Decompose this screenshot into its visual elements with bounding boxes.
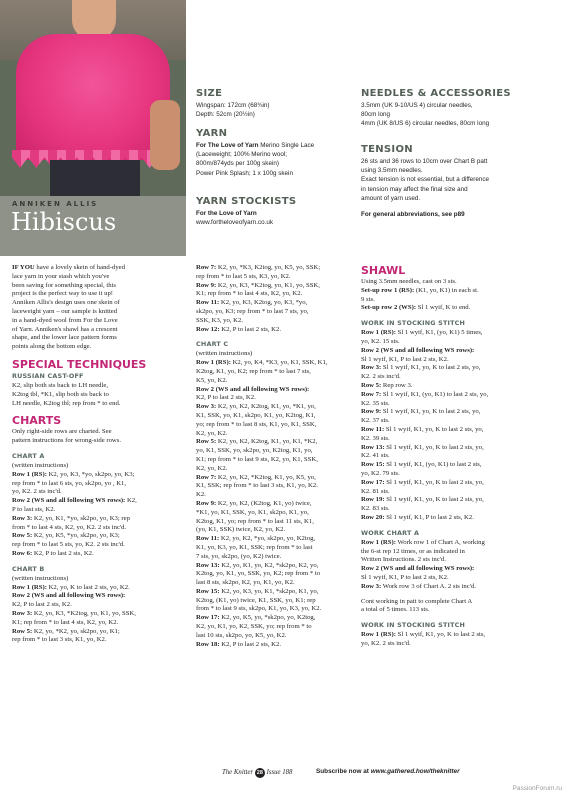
size-wingspan: Wingspan: 172cm (68¾in)	[196, 102, 270, 109]
row-label: Row 1 (RS):	[12, 583, 47, 591]
issue-number: Issue 188	[266, 769, 293, 776]
row-label: Row 11:	[196, 535, 220, 543]
text-line: last 10 sts, sk2po, yo, K5, yo, K2.	[196, 631, 287, 639]
row-label: Row 1 (RS):	[12, 470, 47, 478]
row-label: Row 1 (RS):	[361, 631, 396, 639]
magazine-name: The Knitter	[222, 769, 254, 776]
text-line: K1; rep from * to last 4 sts, K2, yo, K2.	[12, 618, 119, 626]
row-label: Row 9:	[361, 408, 382, 416]
text-line: points along the bottom edge.	[12, 343, 92, 351]
text-line: Row 15: Sl 1 wyif, K1, (yo, K1) to last 2 sts,	[361, 461, 482, 469]
text-line: K2. 37 sts.	[361, 417, 390, 425]
row-label: Row 13:	[361, 443, 385, 451]
row-label: Row 15:	[361, 461, 385, 469]
text-line: K1, SSK; rep from * to last 3 sts, K1, yo, K2.	[196, 482, 318, 490]
text-line: rep from * to last 5 sts, yo, K2. 2 sts inc'd.	[12, 541, 125, 549]
row-label: Row 3:	[12, 514, 33, 522]
text-line	[196, 386, 370, 395]
text-line: yo, K2. 2 sts inc'd.	[12, 488, 62, 496]
subscribe-note	[316, 768, 460, 775]
size-section	[196, 88, 356, 119]
row-label: Row 17:	[196, 614, 220, 622]
row-label: Row 5:	[12, 532, 33, 540]
needles-section	[361, 88, 561, 129]
column-3	[361, 264, 557, 649]
text-line: Row 19: Sl 1 wyif, K1, yo, K to last 2 sts, yo,	[361, 496, 484, 504]
subscribe-link[interactable]: www.gathered.how/theknitter	[370, 768, 460, 775]
chart-b-heading: CHART B	[12, 564, 45, 573]
work-chart-a-heading: WORK CHART A	[361, 528, 420, 537]
tension-line5: amount of yarn used.	[361, 194, 421, 202]
designer-name: ANNIKEN ALLIS	[12, 200, 99, 208]
text-line: LH needle, K2tog tbl; rep from * to end.	[12, 399, 121, 407]
text-line: rep from * to last 6 sts, yo, sk2po, yo , K1,	[12, 479, 127, 487]
text-line: Row 11: K2, yo, K2, *yo, sk2po, yo, K2tog,	[196, 535, 316, 543]
watermark: PassionForum.ru	[512, 785, 562, 792]
yarn-line1	[196, 141, 356, 150]
text-line: K2. 35 sts.	[361, 399, 390, 407]
text-line: Row 5: Rep row 3.	[361, 381, 413, 389]
yarn-line4: Power Pink Splash; 1 x 100g skein	[196, 169, 293, 177]
text-line: in a hand-dyed wool from For the Love	[12, 316, 118, 324]
text-line: Row 1 (RS): Work row 1 of Chart A, working	[361, 538, 485, 546]
row-label: Row 2 (WS and all following WS rows):	[361, 346, 475, 354]
tension-line3: Exact tension is not essential, but a difference	[361, 176, 489, 184]
model-arm	[150, 100, 180, 170]
row-label: Row 7:	[361, 390, 382, 398]
row-label: Row 9:	[196, 499, 217, 507]
text-line: the 6-st rep 12 times, or as indicated in	[361, 547, 465, 555]
row-label: Row 9:	[196, 281, 217, 289]
text-line: K2. 83 sts.	[361, 505, 390, 513]
row-label: Row 11:	[196, 299, 220, 307]
row-label: Row 5:	[196, 438, 217, 446]
special-techniques-heading: SPECIAL TECHNIQUES	[12, 357, 147, 371]
row-label: Row 2 (WS and all following WS rows):	[196, 385, 310, 393]
text-line	[361, 565, 557, 574]
page-number: 28	[256, 770, 263, 776]
russian-cast-off-heading: RUSSIAN CAST-OFF	[12, 371, 84, 380]
intro-lead: IF YOU	[12, 264, 35, 271]
text-line: K2, P to last 2 sts, K2.	[12, 601, 72, 609]
yarn-line2: (Laceweight; 100% Merino wool;	[196, 151, 288, 159]
text-line: Row 1 (RS): K2, yo, K3, *yo, sk2po, yo, K3;	[12, 470, 135, 478]
text-line: Row 1 (RS): Sl 1 wyif, K1, yo, K to last 2 sts,	[361, 631, 486, 639]
text-line: K2tog tbl, *K1, slip both sts back to	[12, 390, 109, 398]
text-line: K2tog, K1, yo, K2; rep from * to last 7 sts,	[196, 367, 311, 375]
row-label: Row 2 (WS and all following WS rows):	[12, 497, 126, 505]
text-line: Row 3: Sl 1 wyif, K1, yo, K to last 2 sts, yo,	[361, 364, 481, 372]
page-footer	[0, 768, 566, 782]
text-line: Row 9: K2, yo, K2, (K2tog, K1, yo) twice,	[196, 499, 312, 507]
text-line: K2, yo, K2.	[196, 464, 228, 472]
text-line: K1, yo, K3, yo, K1, SSK; rep from * to last	[196, 543, 313, 551]
pattern-title: Hibiscus	[11, 208, 117, 236]
row-label: Row 3:	[361, 364, 382, 372]
row-label: Row 13:	[196, 561, 220, 569]
text-line: Row 1 (RS): Sl 1 wyif, K1, (yo, K1) 5 times,	[361, 329, 483, 337]
text-line: Row 12: K2, P to last 2 sts, K2.	[196, 325, 282, 333]
text-line: Row 13: Sl 1 wyif, K1, yo, K to last 2 sts, yo,	[361, 443, 484, 451]
intro-line-0	[12, 264, 192, 273]
text-line: Sl 1 wyif, K1, P to last 2 sts, K2.	[361, 573, 449, 581]
text-line: K5, yo, K2.	[196, 376, 228, 384]
text-line: yo; rep from * to last 8 sts, K1, yo, K1, SSK,	[196, 420, 317, 428]
row-label: Row 7:	[196, 264, 217, 271]
tension-section	[361, 144, 561, 219]
size-depth: Depth: 52cm (20½in)	[196, 111, 255, 119]
text-line: Using 3.5mm needles, cast on 3 sts.	[361, 278, 457, 285]
text-line: 7 sts, yo, sk2po, (yo, K2) twice.	[196, 552, 282, 560]
text-line: Row 13: K2, yo, K1, yo, K2, *sk2po, K2, yo,	[196, 561, 319, 569]
text-line: K2. 39 sts.	[361, 434, 390, 442]
text-line: lace yarn in your stash which you've	[12, 272, 110, 280]
row-label: Row 17:	[361, 478, 385, 486]
needles-line3: 4mm (UK 8/US 6) circular needles, 80cm long	[361, 120, 490, 128]
text-line: Row 5: K2, yo, *K2, yo, sk2po, yo, K1;	[12, 627, 120, 635]
text-line: K2tog, K1, yo; rep from * to last 11 sts, K1,	[196, 517, 314, 525]
row-label: Row 3:	[361, 582, 382, 590]
row-label: Row 2 (WS and all following WS rows):	[361, 565, 475, 573]
yarn-brand: For The Love of Yarn	[196, 142, 259, 149]
row-label: Row 18:	[196, 640, 220, 648]
yarn-section	[196, 128, 356, 178]
row-label: Row 3:	[12, 609, 33, 617]
pink-shawl	[16, 34, 170, 160]
text-line: rep from * to last 5 sts, K3, yo, K2.	[196, 272, 291, 280]
text-line: yo, K2. 79 sts.	[361, 469, 400, 477]
stockists-name-text: For the Love of Yarn	[196, 210, 257, 217]
text-line: from * to last 4 sts, K2, yo, K2. 2 sts inc'd.	[12, 523, 127, 531]
text-line: *K1, yo, K1, SSK, yo, K1, sk2po, K1, yo,	[196, 508, 309, 516]
subscribe-text: Subscribe now at	[316, 768, 371, 775]
text-line	[361, 347, 557, 356]
text-line: (written instructions)	[12, 574, 69, 582]
column-2	[196, 264, 370, 649]
text-line: Row 3: Work row 3 of Chart A. 2 sts inc'd.	[361, 582, 476, 590]
stocking-stitch-heading: WORK IN STOCKING STITCH	[361, 319, 466, 328]
yarn-line3: 800m/874yds per 100g skein)	[196, 160, 279, 168]
text-line: K2. 2 sts inc'd.	[361, 373, 401, 381]
text-line: Row 11: K2, yo, K3, K2tog, yo, K3, *yo,	[196, 299, 308, 307]
text-line: K2, slip both sts back to LH needle,	[12, 381, 109, 389]
text-line: Row 7: K2, yo, K2, *K2tog, K1, yo, K5, yo,	[196, 473, 316, 481]
text-line: of Yarn. Anniken's shawl has a crescent	[12, 325, 118, 333]
row-label: Row 1 (RS):	[361, 329, 396, 337]
text-line: Row 20: Sl 1 wyif, K1, P to last 2 sts, K2.	[361, 513, 474, 521]
text-line: sk2po, yo, K3; rep from * to last 7 sts, yo,	[196, 307, 309, 315]
text-line: K2tog, yo, K1, yo, SSK, yo, K2; rep from * to	[196, 570, 321, 578]
text-line: last 8 sts, sk2po, K2, yo, K1, yo, K2.	[196, 579, 295, 587]
text-line: project is the perfect way to use it up!	[12, 290, 114, 298]
chart-a-heading: CHART A	[12, 451, 45, 460]
text-line: Row 5: K2, yo, K5, *yo, sk2po, yo, K3;	[12, 532, 120, 540]
row-label: Set-up row 2 (WS):	[361, 304, 417, 312]
row-label: Row 5:	[12, 627, 33, 635]
column-1	[12, 264, 192, 645]
text-line: yo, K2. 15 sts.	[361, 337, 400, 345]
row-label: Row 12:	[196, 325, 220, 333]
text-line: (written instructions)	[12, 461, 69, 469]
text-line: Only right-side rows are charted. See	[12, 428, 112, 436]
row-label: Set-up row 1 (RS):	[361, 286, 415, 294]
charts-heading: CHARTS	[12, 414, 62, 428]
text-line: K2, P to last 2 sts, K2.	[196, 394, 256, 402]
tension-line1: 26 sts and 36 rows to 10cm over Chart B patt	[361, 158, 488, 165]
tension-line2: using 3.5mm needles.	[361, 167, 423, 175]
text-line: K1; rep from * to last 4 sts, K2, yo, K2.	[196, 290, 303, 298]
stockists-section	[196, 196, 356, 227]
tension-line4: in tension may affect the final size and	[361, 185, 468, 193]
footer-magazine	[222, 768, 292, 778]
text-line: SSK, K3, yo, K2.	[196, 316, 244, 324]
text-line: Written Instructions. 2 sts inc'd.	[361, 556, 446, 564]
row-label: Row 5:	[361, 381, 382, 389]
text-line: laceweight yarn – our sample is knitted	[12, 307, 118, 315]
text-line: from * to last 9 sts, sk2po, K1, yo, K3, yo, K2.	[196, 605, 322, 613]
text-line: been saving for something special, this	[12, 281, 117, 289]
shawl-heading: SHAWL	[361, 264, 406, 277]
text-line: Row 17: K2, yo, K5, yo, *sk2po, yo, K2tog,	[196, 614, 316, 622]
text-line: K2.	[196, 491, 206, 499]
text-line: yo, K1, SSK, yo, sk2po, yo, K2tog, K1, yo,	[196, 447, 313, 455]
text-line: Row 9: Sl 1 wyif, K1, yo, K to last 2 sts, yo,	[361, 408, 481, 416]
abbreviations-text: For general abbreviations, see p89	[361, 211, 465, 219]
hero-photo	[0, 0, 186, 196]
text-line: (written instructions)	[196, 350, 253, 358]
abbreviations-note	[361, 210, 561, 219]
row-label: Row 6:	[12, 549, 33, 557]
row-label: Row 2 (WS and all following WS rows):	[12, 592, 126, 600]
needles-line1: 3.5mm (UK 9-10/US 4) circular needles,	[361, 102, 473, 109]
text-line: shape, and the lower lace pattern forms	[12, 334, 117, 342]
text-line: Cont working in patt to complete Chart A	[361, 597, 473, 605]
intro-text: have a lovely skein of hand-dyed	[34, 264, 125, 271]
text-line: K2. 81 sts.	[361, 487, 390, 495]
text-line: Row 9: K2, yo, K3, *K2tog, yo, K1, yo, SSK,	[196, 281, 320, 289]
text-line: Row 5: K2, yo, K2, K2tog, K1, yo, K1, *K2,	[196, 438, 318, 446]
text-line: Row 6: K2, P to last 2 sts, K2.	[12, 549, 94, 557]
model-skirt	[50, 160, 140, 196]
row-label: Row 11:	[361, 425, 385, 433]
row-label: Row 15:	[196, 587, 220, 595]
text-line: Row 3: K2, yo, K2, K2tog, K1, yo, *K1, yo,	[196, 403, 316, 411]
stocking-stitch-heading-2: WORK IN STOCKING STITCH	[361, 621, 466, 630]
needles-line2: 80cm long	[361, 111, 391, 119]
row-label: Row 19:	[361, 496, 385, 504]
chart-c-heading: CHART C	[196, 340, 229, 349]
stockists-name	[196, 209, 356, 218]
needles-heading: NEEDLES & ACCESSORIES	[361, 88, 511, 99]
row-label: Row 3:	[196, 403, 217, 411]
text-line: Row 7: K2, yo, *K3, K2tog, yo, K5, yo, SSK;	[196, 264, 321, 271]
text-line: pattern instructions for wrong-side rows.	[12, 437, 122, 445]
text-line: Anniken Allis's design uses one skein of	[12, 299, 120, 307]
yarn-heading: YARN	[196, 128, 228, 139]
text-line: Sl 1 wyif, K1, P to last 2 sts, K2.	[361, 355, 449, 363]
text-line: a total of 5 times. 113 sts.	[361, 606, 430, 614]
text-line: Row 15: K2, yo, K3, yo, K1, *sk2po, K1, yo,	[196, 587, 319, 595]
text-line: Row 7: Sl 1 wyif, K1, (yo, K1) to last 2 sts, yo,	[361, 390, 489, 398]
text-line: Row 3: K2, yo, K1, *yo, sk2po, yo, K3; rep	[12, 514, 130, 522]
row-label: Row 7:	[196, 473, 217, 481]
row-label: Row 1 (RS):	[196, 359, 231, 367]
text-line: K2, yo, K2.	[196, 429, 228, 437]
text-line: Row 1 (RS): K2, yo, K4, *K3, yo, K1, SSK, K1,	[196, 359, 328, 367]
text-line: Set-up row 1 (RS): (K1, yo, K1) in each st.	[361, 286, 479, 294]
text-line: K1, SSK, yo, K1, sk2po, K1, yo, K2tog, K1,	[196, 411, 316, 419]
text-line: Row 2 (WS and all following WS rows): K2,	[12, 497, 137, 505]
text-line: K2. 41 sts.	[361, 452, 390, 460]
text-line: rep from * to last 3 sts, K1, yo, K2.	[12, 636, 107, 644]
text-line: K2tog, (K1, yo) twice, K1, SSK, yo, K1; rep	[196, 596, 316, 604]
row-label: Row 1 (RS):	[361, 538, 396, 546]
text-line: (yo, K1, SSK) twice, K2, yo, K2.	[196, 526, 286, 534]
text-line: K1; rep from * to last 9 sts, K2, yo, K1, SSK,	[196, 455, 318, 463]
tension-heading: TENSION	[361, 144, 413, 155]
text-line: P to last sts, K2.	[12, 505, 56, 513]
text-line: Row 17: Sl 1 wyif, K1, yo, K to last 2 sts, yo,	[361, 478, 484, 486]
stockists-heading: YARN STOCKISTS	[196, 196, 297, 207]
text-line	[12, 592, 192, 601]
size-heading: SIZE	[196, 88, 223, 99]
text-line: Row 3: K2, yo, K3, *K2tog, yo, K1, yo, SSK,	[12, 609, 136, 617]
text-line: yo, K2. 2 sts inc'd.	[361, 639, 411, 647]
stockists-url: www.fortheloveofyarn.co.uk	[196, 219, 273, 227]
row-label: Row 20:	[361, 513, 385, 521]
text-line: Row 11: Sl 1 wyif, K1, yo, K to last 2 sts, yo,	[361, 425, 484, 433]
text-line: Set-up row 2 (WS): Sl 1 wyif, K to end.	[361, 304, 471, 312]
text-line: Row 18: K2, P to last 2 sts, K2.	[196, 640, 282, 648]
text-line: Row 1 (RS): K2, yo, K to last 2 sts, yo, K2.	[12, 583, 130, 591]
text-line: 9 sts.	[361, 295, 375, 303]
text-line: K2, yo, K1, yo, K2, SSK, yo; rep from * to	[196, 623, 312, 631]
yarn-name: Merino Single Lace	[258, 142, 315, 149]
